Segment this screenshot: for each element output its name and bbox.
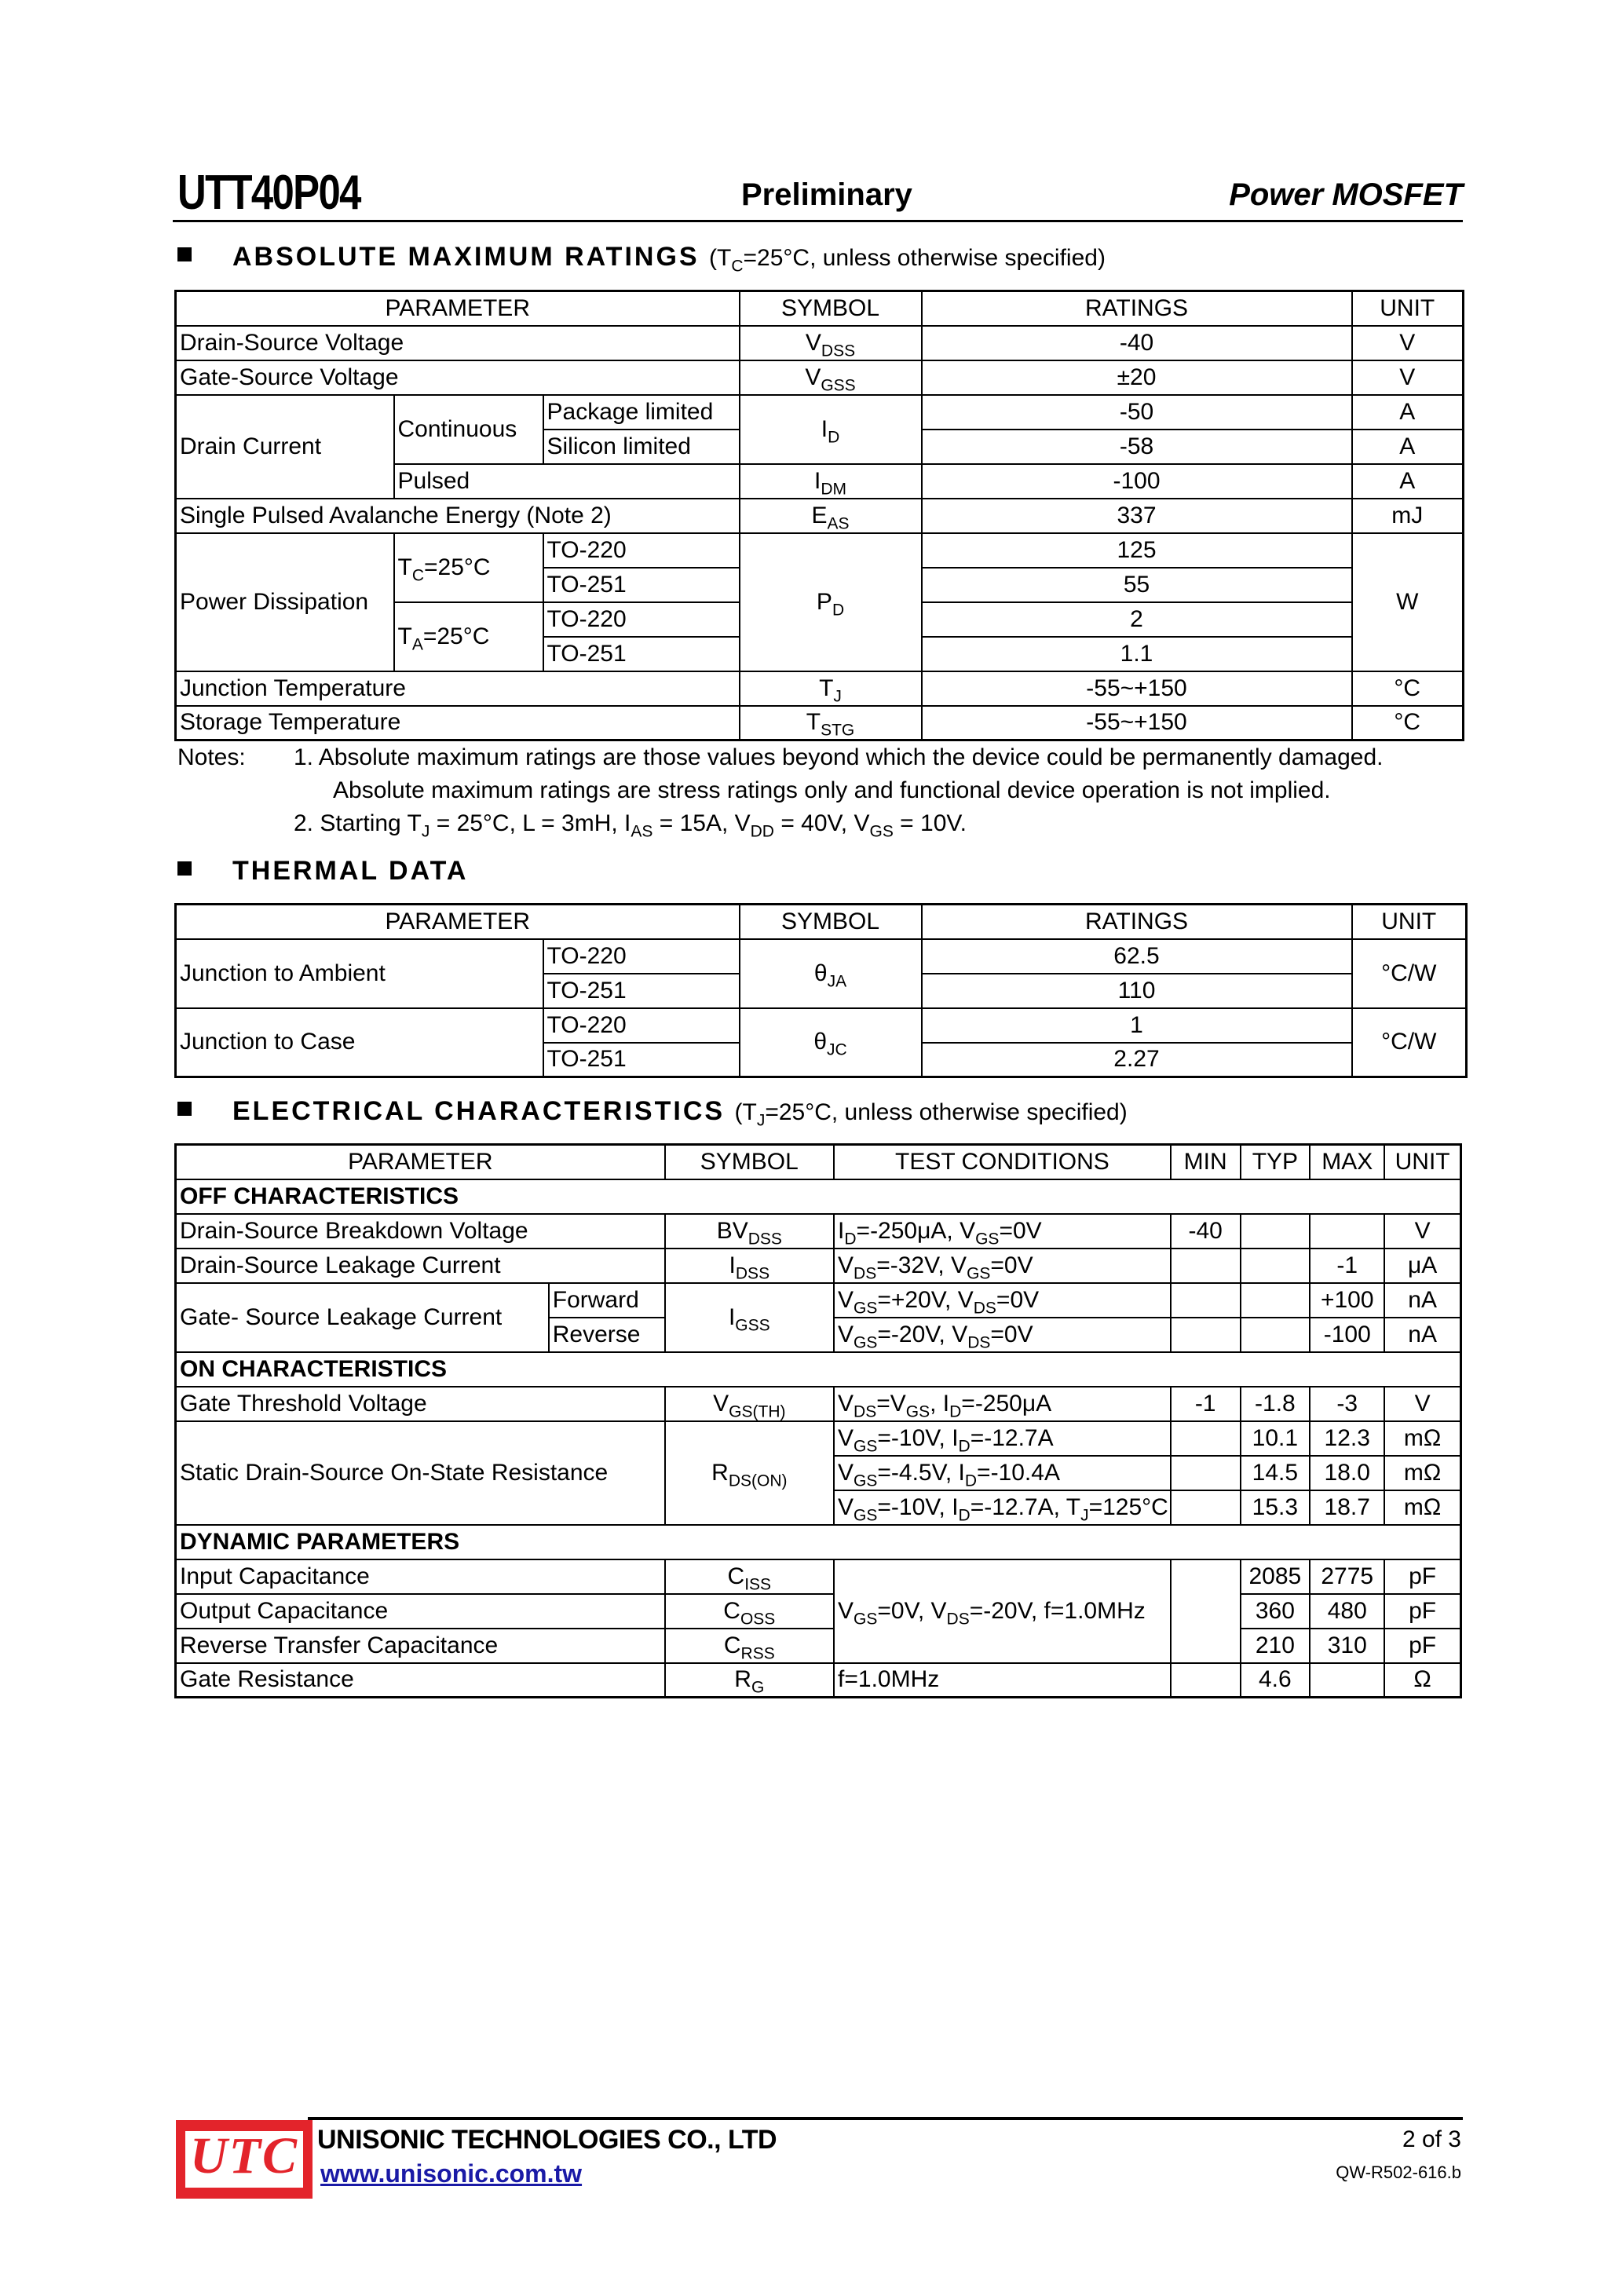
table-row	[176, 499, 1464, 533]
param-cell: Drain-Source Breakdown Voltage	[176, 1214, 665, 1249]
param-cell: Gate Resistance	[176, 1663, 665, 1698]
min-cell	[1171, 1456, 1241, 1490]
package-cell: TO-251	[543, 568, 740, 602]
unit-cell: V	[1384, 1214, 1460, 1249]
rating-cell: 62.5	[922, 939, 1352, 974]
min-cell	[1171, 1663, 1241, 1698]
typ-cell: -1.8	[1241, 1387, 1310, 1421]
bullet-icon	[177, 1102, 192, 1116]
table-row	[176, 1559, 1461, 1594]
condition-cell: $V_{DS}=V_{GS}$, $I_D=-250\mu A$	[834, 1387, 1171, 1421]
rating-cell: ±20	[922, 360, 1352, 395]
symbol-cell: $I_{DSS}$	[665, 1249, 834, 1283]
typ-cell: 4.6	[1241, 1663, 1310, 1698]
header-ratings: RATINGS	[922, 905, 1352, 939]
typ-cell: 2085	[1241, 1559, 1310, 1594]
condition-cell: $V_{GS}=-20V$, $V_{DS}=0V$	[834, 1318, 1171, 1352]
typ-cell: 15.3	[1241, 1490, 1310, 1525]
rating-cell: 2	[922, 602, 1352, 637]
section-row	[176, 1179, 1461, 1214]
part-number: UTT40P04	[177, 166, 360, 220]
symbol-cell: $BV_{DSS}$	[665, 1214, 834, 1249]
symbol-cell: $\theta_{JA}$	[740, 939, 922, 1008]
unit-cell: nA	[1384, 1283, 1460, 1318]
param-cell: Power Dissipation	[176, 533, 394, 671]
rating-cell: 125	[922, 533, 1352, 568]
rating-cell: 55	[922, 568, 1352, 602]
symbol-cell: $E_{AS}$	[740, 499, 922, 533]
symbol-cell: $V_{DSS}$	[740, 326, 922, 360]
condition-cell: $V_{GS}=-10V$, $I_D=-12.7A$	[834, 1421, 1171, 1456]
typ-cell: 210	[1241, 1629, 1310, 1663]
symbol-cell: $T_J$	[740, 671, 922, 706]
package-cell: TO-220	[543, 1008, 740, 1043]
max-cell: 480	[1310, 1594, 1384, 1629]
symbol-cell: $T_{STG}$	[740, 706, 922, 740]
max-cell	[1310, 1214, 1384, 1249]
unit-cell: A	[1352, 464, 1464, 499]
utc-logo-text: UTC	[190, 2127, 298, 2184]
package-cell: TO-251	[543, 1043, 740, 1077]
param-cell: Gate Threshold Voltage	[176, 1387, 665, 1421]
typ-cell	[1241, 1283, 1310, 1318]
header-parameter: PARAMETER	[176, 291, 740, 326]
unit-cell: μA	[1384, 1249, 1460, 1283]
symbol-cell: $C_{RSS}$	[665, 1629, 834, 1663]
section-electrical	[177, 1096, 1128, 1130]
table-row	[176, 360, 1464, 395]
typ-cell: 14.5	[1241, 1456, 1310, 1490]
subparam-cell: Reverse	[549, 1318, 665, 1352]
condition-cell: f=1.0MHz	[834, 1663, 1171, 1698]
symbol-cell: $\theta_{JC}$	[740, 1008, 922, 1077]
unit-cell: nA	[1384, 1318, 1460, 1352]
unit-cell: °C	[1352, 671, 1464, 706]
note-1a: Notes: 1. Absolute maximum ratings are those values beyond which the device could be permanently damaged.	[177, 744, 1384, 770]
doc-number: QW-R502-616.b	[1336, 2163, 1461, 2182]
symbol-cell: $C_{OSS}$	[665, 1594, 834, 1629]
param-cell: Junction to Ambient	[176, 939, 543, 1008]
header-unit: UNIT	[1384, 1145, 1460, 1179]
unit-cell: mΩ	[1384, 1490, 1460, 1525]
table-header-row	[176, 905, 1467, 939]
rating-cell: 1.1	[922, 637, 1352, 671]
subparam-cell: Continuous	[394, 395, 543, 464]
package-cell: TO-220	[543, 602, 740, 637]
unit-cell: mΩ	[1384, 1421, 1460, 1456]
package-cell: TO-220	[543, 533, 740, 568]
header-symbol: SYMBOL	[740, 291, 922, 326]
subparam-cell: Package limited	[543, 395, 740, 430]
header-symbol: SYMBOL	[665, 1145, 834, 1179]
section-row	[176, 1525, 1461, 1559]
rating-cell: -55~+150	[922, 671, 1352, 706]
section-heading: DYNAMIC PARAMETERS	[176, 1525, 1461, 1559]
max-cell: 12.3	[1310, 1421, 1384, 1456]
rating-cell: -58	[922, 430, 1352, 464]
condition-cell: $V_{DS}=-32V$, $V_{GS}=0V$	[834, 1249, 1171, 1283]
param-cell: Storage Temperature	[176, 706, 740, 740]
subparam-cell: Pulsed	[394, 464, 740, 499]
device-type: Power MOSFET	[1229, 177, 1463, 212]
rating-cell: 337	[922, 499, 1352, 533]
unit-cell: Ω	[1384, 1663, 1460, 1698]
table-row	[176, 1283, 1461, 1318]
param-cell: Gate- Source Leakage Current	[176, 1283, 549, 1352]
section-title: ELECTRICAL CHARACTERISTICS	[232, 1096, 726, 1126]
notes-block	[177, 741, 1383, 840]
condition-cell: $V_{GS}=-4.5V$, $I_D=-10.4A$	[834, 1456, 1171, 1490]
section-heading: OFF CHARACTERISTICS	[176, 1179, 1461, 1214]
table-row	[176, 939, 1467, 974]
symbol-cell: $R_{DS(ON)}$	[665, 1421, 834, 1525]
table-header-row	[176, 1145, 1461, 1179]
table-row	[176, 1663, 1461, 1698]
table-header-row	[176, 291, 1464, 326]
table-row	[176, 671, 1464, 706]
param-cell: Static Drain-Source On-State Resistance	[176, 1421, 665, 1525]
param-cell: Junction Temperature	[176, 671, 740, 706]
max-cell	[1310, 1663, 1384, 1698]
min-cell	[1171, 1283, 1241, 1318]
unit-cell: W	[1352, 533, 1464, 671]
min-cell: -40	[1171, 1214, 1241, 1249]
section-condition: ($T_J=25^\circ C$, unless otherwise specified)	[734, 1099, 1128, 1130]
param-cell: Input Capacitance	[176, 1559, 665, 1594]
table-row	[176, 1249, 1461, 1283]
package-cell: TO-251	[543, 637, 740, 671]
unit-cell: °C/W	[1352, 1008, 1467, 1077]
typ-cell	[1241, 1249, 1310, 1283]
max-cell: 2775	[1310, 1559, 1384, 1594]
typ-cell	[1241, 1214, 1310, 1249]
abs-max-table	[174, 290, 1464, 741]
header-unit: UNIT	[1352, 905, 1467, 939]
footer-rule	[308, 2117, 1463, 2120]
bullet-icon	[177, 861, 192, 876]
min-cell: -1	[1171, 1387, 1241, 1421]
subparam-cell: $T_A=25^\circ C$	[394, 602, 543, 671]
unit-cell: V	[1352, 360, 1464, 395]
typ-cell	[1241, 1318, 1310, 1352]
table-row	[176, 395, 1464, 430]
unit-cell: mΩ	[1384, 1456, 1460, 1490]
condition-cell: $V_{GS}=-10V$, $I_D=-12.7A$, $T_J=125^\circ C$	[834, 1490, 1171, 1525]
section-condition: ($T_C=25^\circ C$, unless otherwise specified)	[709, 245, 1106, 276]
header-parameter: PARAMETER	[176, 1145, 665, 1179]
thermal-table	[174, 903, 1468, 1078]
param-cell: Junction to Case	[176, 1008, 543, 1077]
table-row	[176, 706, 1464, 740]
condition-cell: $V_{GS}=+20V$, $V_{DS}=0V$	[834, 1283, 1171, 1318]
param-cell: Output Capacitance	[176, 1594, 665, 1629]
package-cell: TO-220	[543, 939, 740, 974]
max-cell: 310	[1310, 1629, 1384, 1663]
min-cell	[1171, 1318, 1241, 1352]
rating-cell: 110	[922, 974, 1352, 1008]
param-cell: Drain-Source Voltage	[176, 326, 740, 360]
symbol-cell: $R_G$	[665, 1663, 834, 1698]
unit-cell: pF	[1384, 1559, 1460, 1594]
header-typ: TYP	[1241, 1145, 1310, 1179]
section-title: ABSOLUTE MAXIMUM RATINGS	[232, 242, 700, 272]
table-row	[176, 1008, 1467, 1043]
min-cell	[1171, 1421, 1241, 1456]
table-row	[176, 1594, 1461, 1629]
unit-cell: °C	[1352, 706, 1464, 740]
max-cell: +100	[1310, 1283, 1384, 1318]
rating-cell: 2.27	[922, 1043, 1352, 1077]
unit-cell: V	[1352, 326, 1464, 360]
header-ratings: RATINGS	[922, 291, 1352, 326]
electrical-table	[174, 1143, 1462, 1698]
subparam-cell: Forward	[549, 1283, 665, 1318]
unit-cell: pF	[1384, 1594, 1460, 1629]
max-cell: 18.0	[1310, 1456, 1384, 1490]
bullet-icon	[177, 247, 192, 261]
typ-cell: 360	[1241, 1594, 1310, 1629]
max-cell: -3	[1310, 1387, 1384, 1421]
table-row	[176, 1214, 1461, 1249]
section-abs-max	[177, 242, 1106, 276]
page-number: 2 of 3	[1402, 2126, 1461, 2152]
note-1b: Absolute maximum ratings are stress ratings only and functional device operation is not implied.	[333, 777, 1331, 803]
rating-cell: -50	[922, 395, 1352, 430]
max-cell: -1	[1310, 1249, 1384, 1283]
table-row	[176, 1387, 1461, 1421]
symbol-cell: $I_{DM}$	[740, 464, 922, 499]
company-url-link[interactable]: www.unisonic.com.tw	[320, 2159, 583, 2188]
header-parameter: PARAMETER	[176, 905, 740, 939]
symbol-cell: $V_{GSS}$	[740, 360, 922, 395]
unit-cell: pF	[1384, 1629, 1460, 1663]
max-cell: -100	[1310, 1318, 1384, 1352]
param-cell: Drain Current	[176, 395, 394, 499]
note-2: 2. Starting $T_J = 25^\circ C$, L = 3mH, $I_{AS} = 15A$, $V_{DD} = 40V$, $V_{GS} = 10V$.	[294, 810, 967, 841]
table-row	[176, 533, 1464, 568]
header-min: MIN	[1171, 1145, 1241, 1179]
symbol-cell: $C_{ISS}$	[665, 1559, 834, 1594]
symbol-cell: $I_{GSS}$	[665, 1283, 834, 1352]
condition-cell: $I_D=-250\mu A$, $V_{GS}=0V$	[834, 1214, 1171, 1249]
condition-cell: $V_{GS}=0V$, $V_{DS}=-20V$, f=1.0MHz	[834, 1559, 1171, 1663]
typ-cell: 10.1	[1241, 1421, 1310, 1456]
package-cell: TO-251	[543, 974, 740, 1008]
rating-cell: -55~+150	[922, 706, 1352, 740]
table-row	[176, 326, 1464, 360]
param-cell: Drain-Source Leakage Current	[176, 1249, 665, 1283]
symbol-cell: $P_D$	[740, 533, 922, 671]
subparam-cell: Silicon limited	[543, 430, 740, 464]
symbol-cell: $V_{GS(TH)}$	[665, 1387, 834, 1421]
subparam-cell: $T_C=25^\circ C$	[394, 533, 543, 602]
unit-cell: mJ	[1352, 499, 1464, 533]
rating-cell: 1	[922, 1008, 1352, 1043]
doc-status: Preliminary	[741, 177, 912, 212]
unit-cell: A	[1352, 395, 1464, 430]
unit-cell: °C/W	[1352, 939, 1467, 1008]
param-cell: Reverse Transfer Capacitance	[176, 1629, 665, 1663]
header-rule	[173, 220, 1463, 222]
header-unit: UNIT	[1352, 291, 1464, 326]
table-row	[176, 1629, 1461, 1663]
rating-cell: -100	[922, 464, 1352, 499]
header-test-conditions: TEST CONDITIONS	[834, 1145, 1171, 1179]
section-thermal	[177, 856, 468, 887]
header-max: MAX	[1310, 1145, 1384, 1179]
header-symbol: SYMBOL	[740, 905, 922, 939]
param-cell: Gate-Source Voltage	[176, 360, 740, 395]
min-cell	[1171, 1249, 1241, 1283]
company-name: UNISONIC TECHNOLOGIES CO., LTD	[317, 2125, 777, 2155]
unit-cell: V	[1384, 1387, 1460, 1421]
min-cell	[1171, 1559, 1241, 1663]
section-title: THERMAL DATA	[232, 856, 469, 886]
section-heading: ON CHARACTERISTICS	[176, 1352, 1461, 1387]
rating-cell: -40	[922, 326, 1352, 360]
min-cell	[1171, 1490, 1241, 1525]
param-cell: Single Pulsed Avalanche Energy (Note 2)	[176, 499, 740, 533]
section-row	[176, 1352, 1461, 1387]
symbol-cell: $I_D$	[740, 395, 922, 464]
table-row	[176, 1421, 1461, 1456]
unit-cell: A	[1352, 430, 1464, 464]
max-cell: 18.7	[1310, 1490, 1384, 1525]
